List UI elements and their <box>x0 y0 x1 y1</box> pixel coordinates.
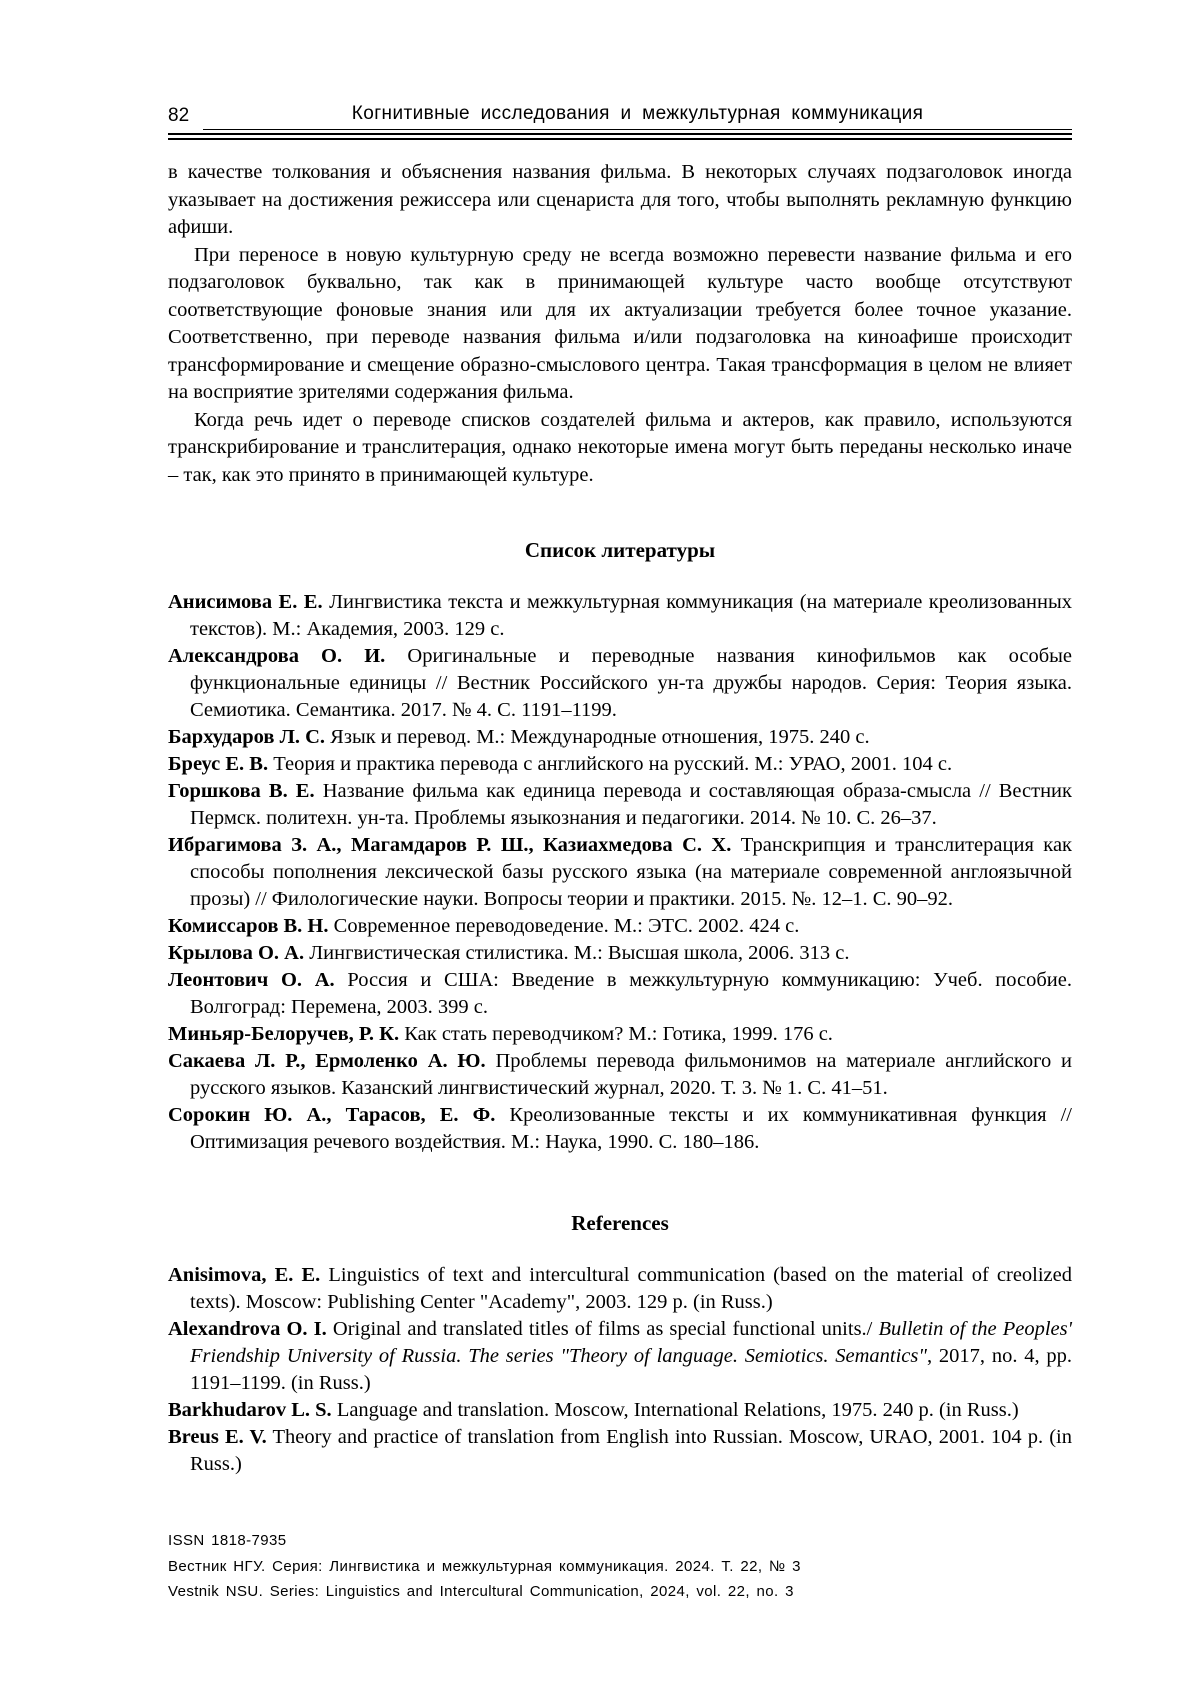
text-segment: Barkhudarov L. S. <box>168 1399 332 1421</box>
page-content <box>168 102 1072 1478</box>
body-paragraph: Когда речь идет о переводе списков создателей фильма и актеров, как правило, используются транскрибирование и транслитерация, однако некоторые имена могут быть переданы несколько иначе – так, как это принято в принимающей культуре. <box>168 408 1072 486</box>
text-segment: Лингвистическая стилистика. М.: Высшая школа, 2006. 313 с. <box>304 942 850 964</box>
text-segment: Александрова О. И. <box>168 645 386 667</box>
text-segment: Крылова О. А. <box>168 942 305 964</box>
running-title: Когнитивные исследования и межкультурная коммуникация <box>203 102 1072 130</box>
bibliography-entry <box>168 940 1072 967</box>
text-segment: Анисимова Е. Е. <box>168 591 323 613</box>
text-segment: Миньяр-Белоручев, Р. К. <box>168 1023 400 1045</box>
text-segment: Проблемы перевода фильмонимов на материале английского и русского языков. Казанский лингвистический журнал, 2020. Т. 3. № 1. С. 41–51. <box>190 1050 1072 1099</box>
footer-issn: ISSN 1818-7935 <box>168 1532 287 1549</box>
text-segment: Россия и США: Введение в межкультурную коммуникацию: Учеб. пособие. Волгоград: Перемена, 2003. 399 с. <box>190 969 1072 1018</box>
bibliography-entry <box>168 778 1072 832</box>
bibliography-entry <box>168 1021 1072 1048</box>
running-head-row <box>168 102 1072 130</box>
reference-entry <box>168 1424 1072 1478</box>
bibliography-entry <box>168 832 1072 913</box>
text-segment: Транскрипция и транслитерация как способы пополнения лексической базы русского языка (на материале современной англоязычной прозы) // Филологические науки. Вопросы теории и практики. 2015. №. 12–1. С. 90–92. <box>190 834 1073 910</box>
reference-entry <box>168 1397 1072 1424</box>
text-segment: Лингвистика текста и межкультурная коммуникация (на материале креолизованных текстов). М.: Академия, 2003. 129 с. <box>190 591 1072 640</box>
text-segment: Anisimova, E. E. <box>168 1264 321 1286</box>
bibliography-entry <box>168 967 1072 1021</box>
text-segment: Комиссаров В. Н. <box>168 915 329 937</box>
text-segment: , 2017, no. 4, pp. 1191–1199. (in Russ.) <box>190 1345 1073 1394</box>
text-segment: Название фильма как единица перевода и составляющая образа-смысла // Вестник Пермск. политехн. ун-та. Проблемы языкознания и педагогики. 2014. № 10. С. 26–37. <box>190 780 1072 829</box>
body-paragraph: При переносе в новую культурную среду не всегда возможно перевести название фильма и его подзаголовок буквально, так как в принимающей культуре часто вообще отсутствуют соответствующие фоновые знания или для их актуализации требуется более точное указание. Соответственно, при переводе названия фильма и/или подзаголовка на киноафише происходит трансформирование и смещение образно-смыслового центра. Такая трансформация в целом не влияет на восприятие зрителями содержания фильма. <box>168 243 1072 403</box>
reference-entry <box>168 1262 1072 1316</box>
text-segment: Теория и практика перевода с английского на русский. М.: УРАО, 2001. 104 с. <box>268 753 953 775</box>
header-double-rule <box>168 133 1072 140</box>
bibliography-entry <box>168 643 1072 724</box>
footer-journal-ru: Вестник НГУ. Серия: Лингвистика и межкультурная коммуникация. 2024. Т. 22, № 3 <box>168 1557 801 1575</box>
text-segment: Оригинальные и переводные названия кинофильмов как особые функциональные единицы // Вестник Российского ун-та дружбы народов. Серия: Теория языка. Семиотика. Семантика. 2017. № 4. С. 1191–1199. <box>190 645 1072 721</box>
bibliography-list <box>168 589 1072 1156</box>
references-heading: References <box>571 1211 669 1235</box>
text-segment: Леонтович О. А. <box>168 969 335 991</box>
page-header <box>168 102 1072 140</box>
page-footer <box>168 1528 1072 1605</box>
text-segment: Бархударов Л. С. <box>168 726 326 748</box>
body-paragraph: в качестве толкования и объяснения названия фильма. В некоторых случаях подзаголовок иногда указывает на достижения режиссера или сценариста для того, чтобы выполнять рекламную функцию афиши. <box>168 161 1072 238</box>
text-segment: Как стать переводчиком? М.: Готика, 1999. 176 с. <box>399 1023 833 1045</box>
footer-journal-en: Vestnik NSU. Series: Linguistics and Intercultural Communication, 2024, vol. 22, no. 3 <box>168 1583 794 1600</box>
bibliography-entry <box>168 724 1072 751</box>
body-paragraphs <box>168 159 1072 489</box>
text-segment: Сорокин Ю. А., Тарасов, Е. Ф. <box>168 1104 496 1126</box>
references-list <box>168 1262 1072 1478</box>
bibliography-entry <box>168 589 1072 643</box>
bibliography-entry <box>168 1102 1072 1156</box>
text-segment: Сакаева Л. Р., Ермоленко А. Ю. <box>168 1050 486 1072</box>
text-segment: Язык и перевод. М.: Международные отношения, 1975. 240 с. <box>325 726 870 748</box>
page-number: 82 <box>168 105 190 126</box>
text-segment: Горшкова В. Е. <box>168 780 315 802</box>
bibliography-heading: Список литературы <box>524 538 716 562</box>
article-body <box>168 159 1072 1478</box>
bibliography-entry <box>168 913 1072 940</box>
text-segment: Original and translated titles of films as special functional units./ <box>326 1318 879 1340</box>
text-segment: Theory and practice of translation from English into Russian. Moscow, URAO, 2001. 104 p. (in Russ.) <box>190 1426 1072 1475</box>
text-segment: Бреус Е. В. <box>168 753 269 775</box>
bibliography-entry <box>168 751 1072 778</box>
text-segment: Language and translation. Moscow, International Relations, 1975. 240 p. (in Russ.) <box>331 1399 1019 1421</box>
text-segment: Bulletin of the Peoples' Friendship University of Russia. The series "Theory of language. Semiotics. Semantics" <box>190 1318 1072 1367</box>
text-segment: Linguistics of text and intercultural communication (based on the material of creolized texts). Moscow: Publishing Center "Academy", 2003. 129 p. (in Russ.) <box>190 1264 1073 1313</box>
text-segment: Alexandrova O. I. <box>168 1318 327 1340</box>
text-segment: Breus E. V. <box>168 1426 267 1448</box>
reference-entry <box>168 1316 1072 1397</box>
text-segment: Креолизованные тексты и их коммуникативная функция // Оптимизация речевого воздействия. М.: Наука, 1990. С. 180–186. <box>190 1104 1072 1153</box>
bibliography-entry <box>168 1048 1072 1102</box>
text-segment: Ибрагимова З. А., Магамдаров Р. Ш., Казиахмедова С. Х. <box>168 834 732 856</box>
text-segment: Современное переводоведение. М.: ЭТС. 2002. 424 с. <box>328 915 800 937</box>
